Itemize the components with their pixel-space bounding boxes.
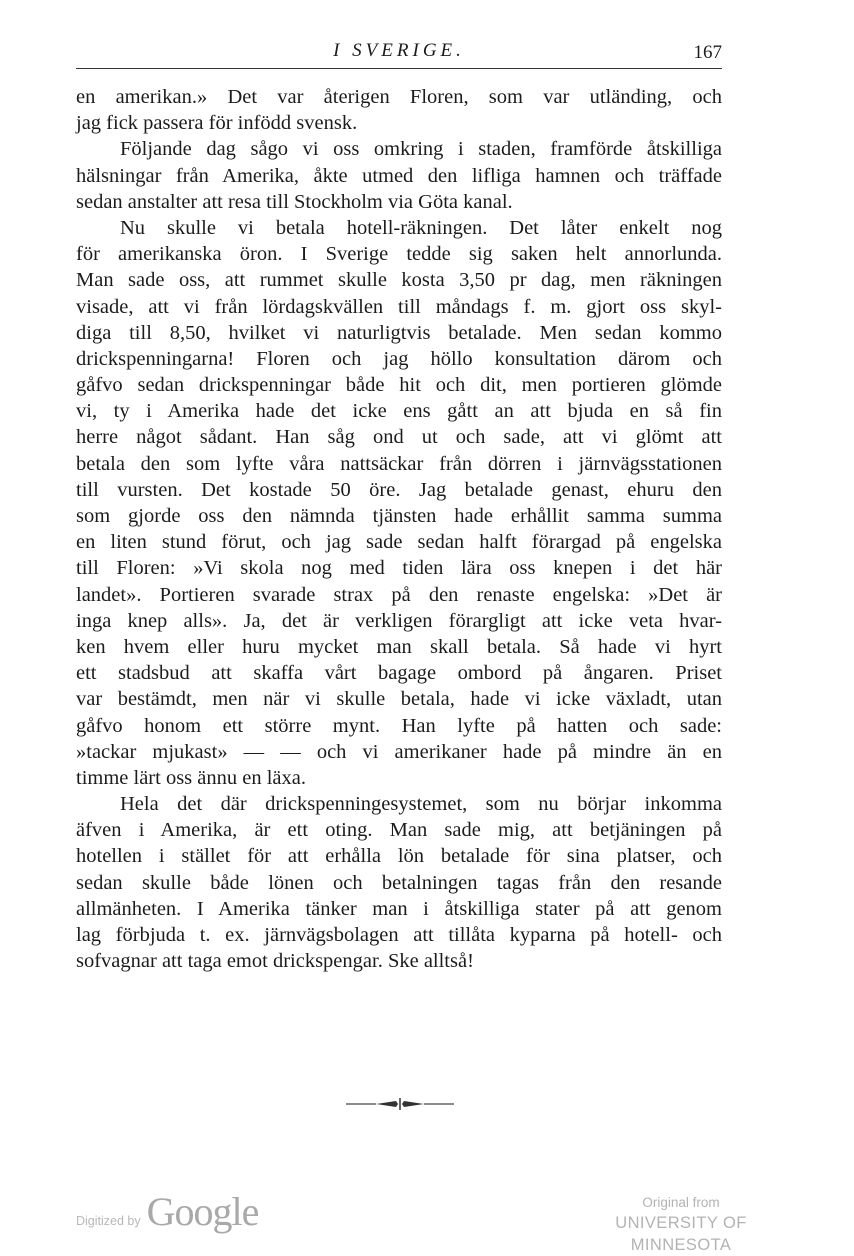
text-line: lag förbjuda t. ex. järnvägsbolagen att tillåta kyparna på hotell- och (76, 924, 722, 946)
text-line: var bestämdt, men när vi skulle betala, hade vi icke växladt, utan (76, 688, 722, 711)
text-line: till Floren: »Vi skola nog med tiden lära oss knepen i det här (76, 557, 722, 580)
text-line: en amerikan.» Det var återigen Floren, som var utländing, och (76, 86, 722, 108)
text-line: landet». Portieren svarade strax på den renaste engelska: »Det är (76, 583, 722, 606)
google-logo: Google (146, 1189, 259, 1234)
text-line: Följande dag sågo vi oss omkring i staden, framförde åtskilliga (120, 138, 722, 161)
body-text (76, 84, 722, 974)
text-line: diga till 8,50, hvilket vi naturligtvis betalade. Men sedan kommo (76, 321, 722, 344)
text-line: sedan skulle både lönen och betalningen tagas från den resande (76, 871, 722, 894)
text-line: ett stadsbud att skaffa vårt bagage ombord på ångaren. Priset (76, 662, 722, 685)
text-line: en liten stund förut, och jag sade sedan halft förargad på engelska (76, 531, 722, 554)
text-line: hotellen i stället för att erhålla lön betalade för sina platser, och (76, 845, 722, 868)
text-line: för amerikanska öron. I Sverige tedde sig saken helt annorlunda. (76, 243, 722, 266)
text-line: Hela det där drickspenningesystemet, som nu börjar inkomma (120, 793, 722, 816)
text-line: drickspenningarna! Floren och jag höllo konsultation därom och (76, 347, 722, 370)
text-line: gåfvo sedan drickspenningar både hit och dit, men portieren glömde (76, 374, 722, 397)
text-line: visade, att vi från lördagskvällen till måndags f. m. gjort oss skyl- (76, 295, 722, 318)
running-header (76, 34, 722, 69)
page-number: 167 (693, 42, 722, 63)
text-line: som gjorde oss den nämnda tjänsten hade erhållit samma summa (76, 505, 722, 527)
text-line: ken hvem eller huru mycket man skall betala. Så hade vi hyrt (76, 635, 722, 658)
section-end-ornament (346, 1094, 454, 1114)
text-line: jag fick passera för infödd svensk. (76, 112, 358, 135)
text-line: sedan anstalter att resa till Stockholm via Göta kanal. (76, 190, 513, 213)
text-line: allmänheten. I Amerika tänker man i åtskilliga stater på att genom (76, 897, 722, 920)
source-line-original-from: Original from (642, 1195, 720, 1210)
text-line: Nu skulle vi betala hotell-räkningen. Det låter enkelt nog (120, 216, 722, 239)
digitized-by-watermark (76, 1188, 258, 1235)
text-line: till vursten. Det kostade 50 öre. Jag betalade genast, ehuru den (76, 478, 722, 501)
text-line: gåfvo honom ett större mynt. Han lyfte på hatten och sade: (76, 714, 722, 737)
source-library-watermark (568, 1194, 794, 1256)
text-line: Man sade oss, att rummet skulle kosta 3,50 pr dag, men räkningen (76, 269, 722, 292)
source-line-institution: UNIVERSITY OF MINNESOTA (615, 1214, 747, 1254)
text-line: inga knep alls». Ja, det är verkligen förargligt att icke veta hvar- (76, 609, 722, 632)
text-line: betala den som lyfte våra nattsäckar från dörren i järnvägsstationen (76, 452, 722, 475)
text-line: äfven i Amerika, är ett oting. Man sade mig, att betjäningen på (76, 819, 722, 842)
text-line: hälsningar från Amerika, åkte utmed den lifliga hamnen och träffade (76, 164, 722, 187)
digitized-prefix: Digitized by (76, 1214, 141, 1228)
running-title: I SVERIGE. (333, 40, 465, 61)
text-line: timme lärt oss ännu en läxa. (76, 766, 306, 789)
text-line: sofvagnar att taga emot drickspengar. Ske alltså! (76, 950, 474, 973)
text-line: »tackar mjukast» — — och vi amerikaner hade på mindre än en (76, 740, 722, 763)
text-line: herre något sådant. Han såg ond ut och sade, att vi glömt att (76, 426, 722, 449)
text-line: vi, ty i Amerika hade det icke ens gått an att bjuda en så fin (76, 400, 722, 423)
